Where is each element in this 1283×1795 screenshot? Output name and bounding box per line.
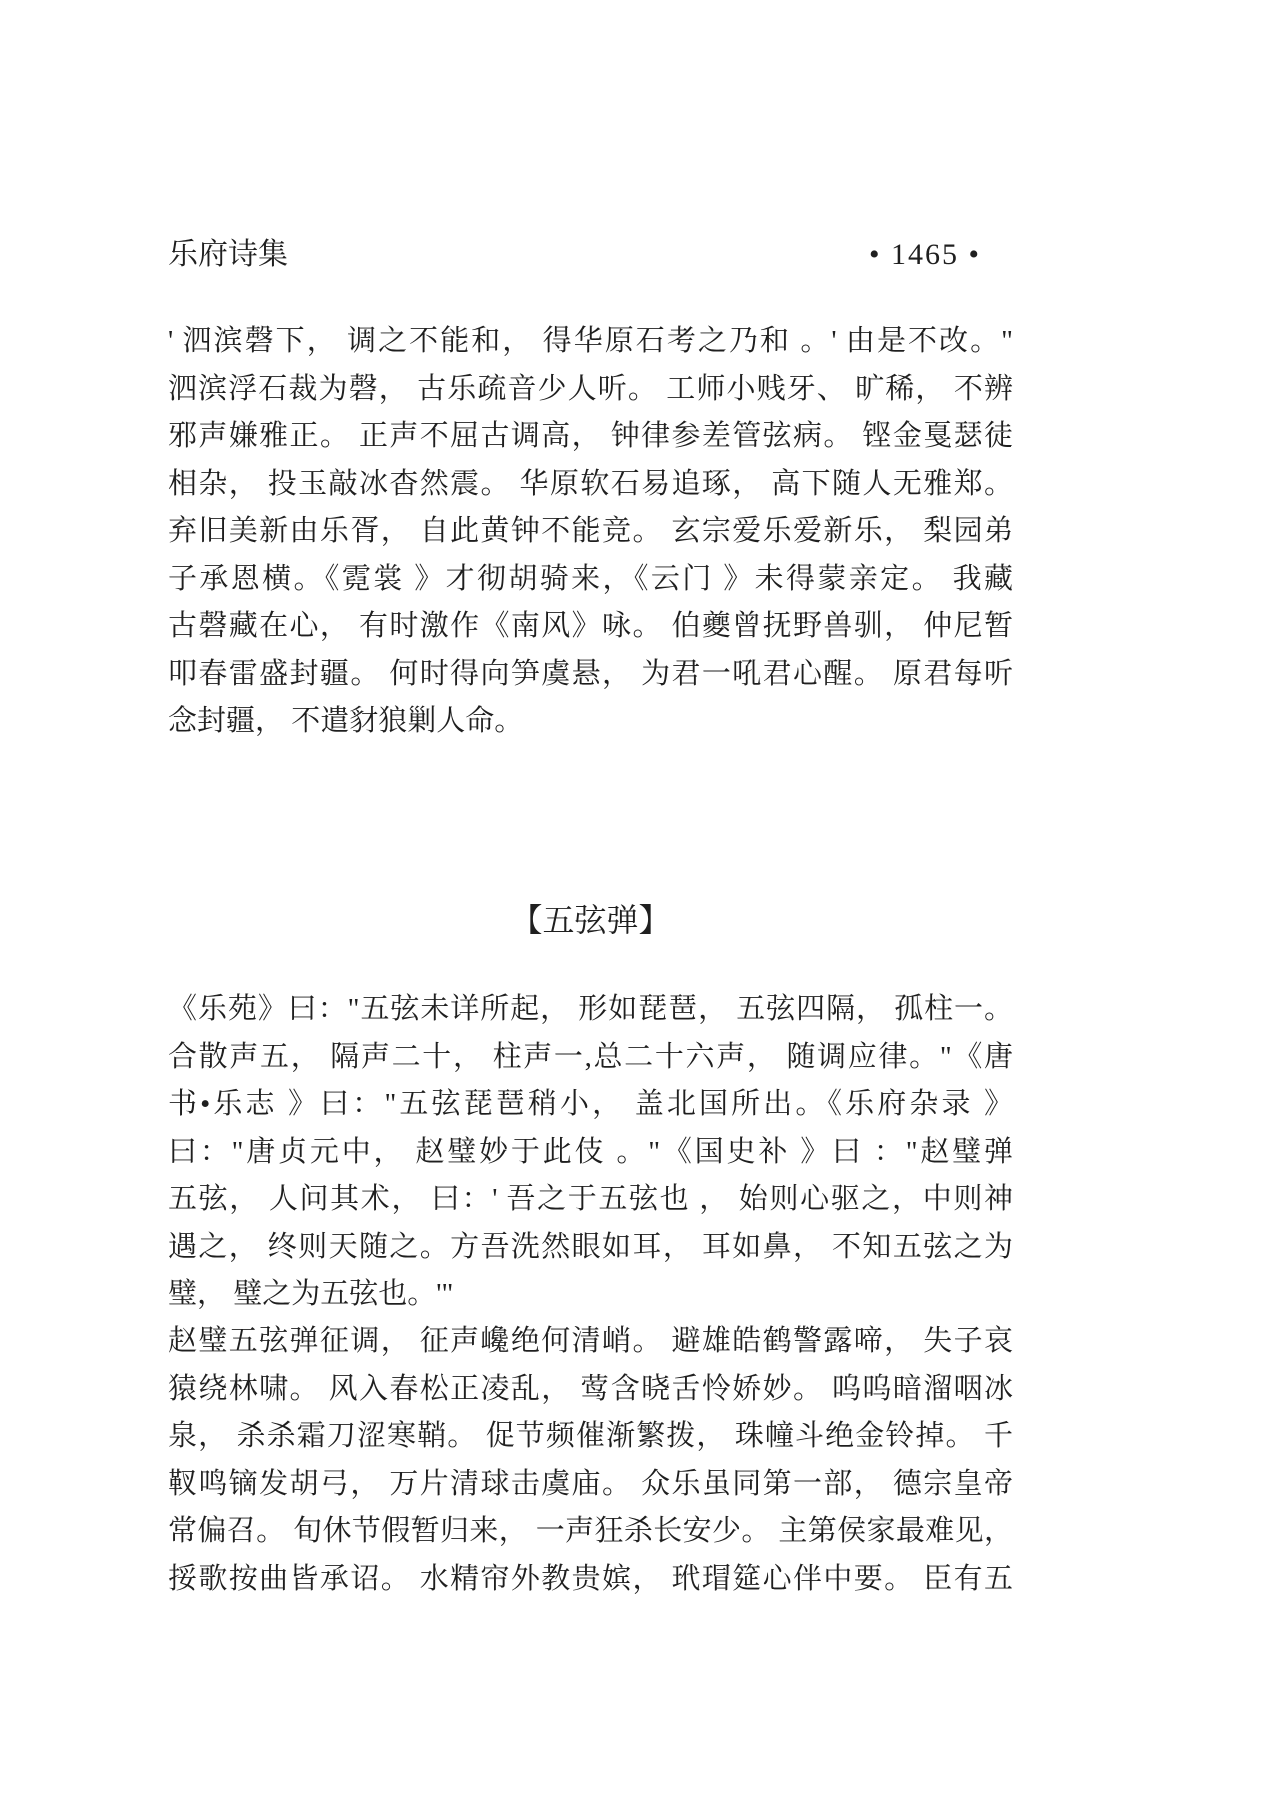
paragraph-wuxiantan-preface [168,986,1013,1319]
book-title: 乐府诗集 [168,238,288,271]
text-line: 念封疆， 不遣豺狼剿人命。 [168,705,524,737]
text-line: 曰："唐贞元中， 赵璧妙于此伎 。"《国史补 》曰 ："赵璧弹 [168,1135,1013,1168]
page-number: • 1465 • [868,238,981,271]
text-line: 子承恩横。《霓裳 》才彻胡骑来，《云门 》未得蒙亲定。 我藏 [168,562,1013,595]
text-line: 猿绕林啸。 风入春松正凌乱， 莺含晓舌怜娇妙。 呜呜暗溜咽冰 [168,1372,1013,1405]
text-line: 常偏召。 旬休节假暂归来， 一声狂杀长安少。 主第侯家最难见， [168,1515,1013,1547]
text-line: 古磬藏在心， 有时激作《南风》咏。 伯夔曾抚野兽驯， 仲尼暂 [168,610,1013,642]
text-line: ' 泗滨磬下， 调之不能和， 得华原石考之乃和 。' 由是不改。" [168,325,1013,357]
text-line: 邪声嫌雅正。 正声不屈古调高， 钟律参差管弦病。 铿金戛瑟徒 [168,420,1013,452]
text-line: 合散声五， 隔声二十， 柱声一,总二十六声， 随调应律。"《唐 [168,1040,1013,1073]
text-line: 璧， 璧之为五弦也。'" [168,1278,454,1310]
text-line: 泗滨浮石裁为磬， 古乐疏音少人听。 工师小贱牙、 旷稀， 不辨 [168,372,1013,405]
text-line: 泉， 杀杀霜刀涩寒鞘。 促节频催渐繁拨， 珠幢斗绝金铃掉。 千 [168,1420,1013,1452]
text-line: 《乐苑》曰："五弦未详所起， 形如琵琶， 五弦四隔， 孤柱一。 [168,993,1013,1025]
paragraph-wuxiantan-poem [168,1318,1013,1603]
text-line: 叩春雷盛封疆。 何时得向笋虞悬， 为君一吼君心醒。 原君每听 [168,657,1013,690]
running-header [168,236,1013,274]
text-line: 书•乐志 》曰："五弦琵琶稍小， 盖北国所出。《乐府杂录 》 [168,1088,1013,1120]
text-line: 相杂， 投玉敲冰杳然震。 华原软石易追琢， 高下随人无雅郑。 [168,467,1013,500]
text-line: 弃旧美新由乐胥， 自此黄钟不能竞。 玄宗爱乐爱新乐， 梨园弟 [168,515,1013,547]
text-line: 靫鸣镝发胡弓， 万片清球击虞庙。 众乐虽同第一部， 德宗皇帝 [168,1467,1013,1500]
text-line: 挼歌按曲皆承诏。 水精帘外教贵嫔， 玳瑁筵心伴中要。 臣有五 [168,1562,1013,1595]
section-title: 【五弦弹】 [510,902,671,938]
text-line: 五弦， 人问其术， 曰：' 吾之于五弦也 ， 始则心驱之，中则神 [168,1183,1013,1215]
text-line: 赵璧五弦弹征调， 征声巉绝何清峭。 避雄皓鹤警露啼， 失子哀 [168,1325,1013,1357]
text-line: 遇之， 终则天随之。方吾洗然眼如耳， 耳如鼻， 不知五弦之为 [168,1230,1013,1263]
paragraph-huayuan-qing-poem [168,318,1013,746]
